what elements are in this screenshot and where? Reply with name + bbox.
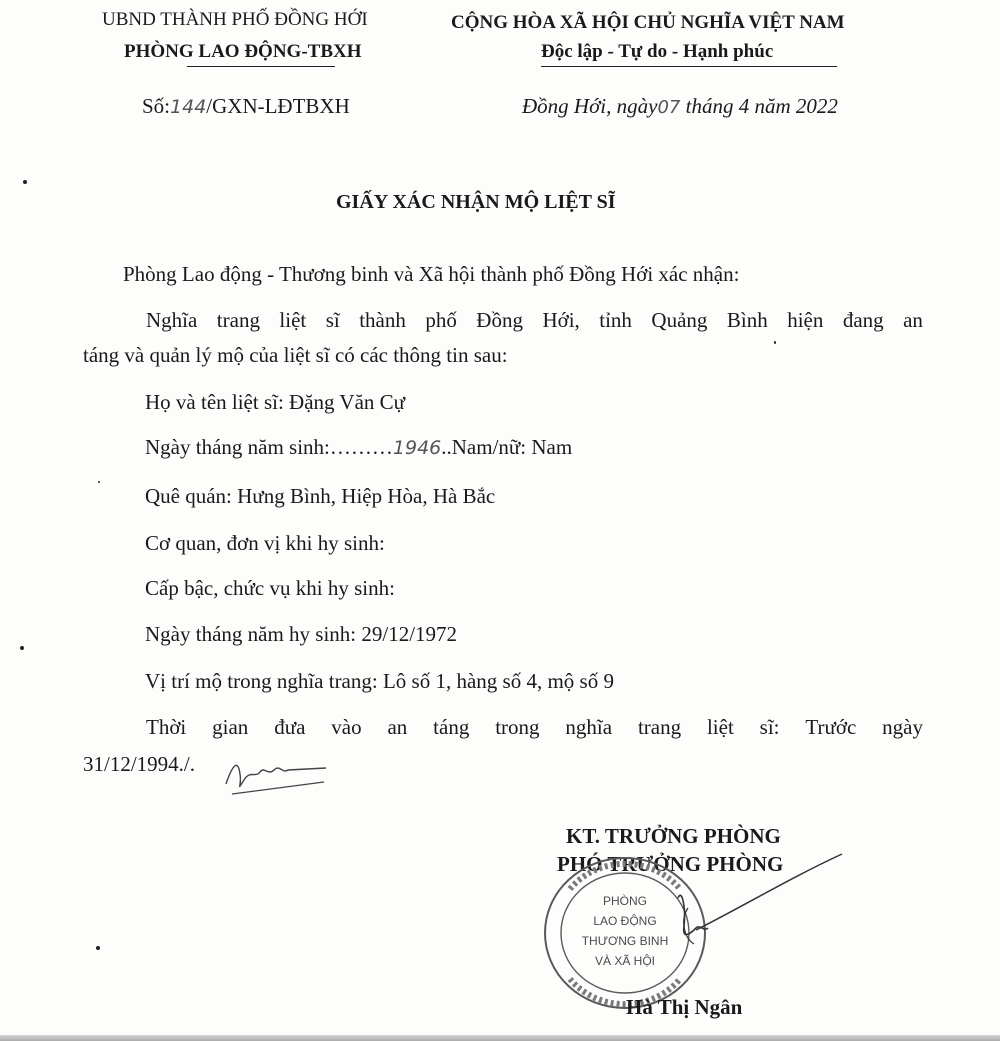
stamp-line-4: VÀ XÃ HỘI xyxy=(594,954,656,968)
burial-word: đưa xyxy=(274,715,306,739)
paragraph-line-1 xyxy=(146,308,923,333)
burial-word: an xyxy=(387,715,408,739)
scan-speck xyxy=(20,646,24,650)
national-motto: Độc lập - Tự do - Hạnh phúc xyxy=(541,41,774,62)
burial-line-1 xyxy=(146,715,923,740)
birth-label: Ngày tháng năm sinh: xyxy=(145,435,330,459)
burial-word: trang xyxy=(637,715,682,739)
scan-bottom-edge xyxy=(0,1035,1000,1041)
signer-name: Hà Thị Ngân xyxy=(626,995,743,1019)
para-word: sĩ xyxy=(325,308,340,332)
para-word: Nghĩa xyxy=(146,308,198,332)
burial-word: ngày xyxy=(882,715,923,739)
scan-speck xyxy=(96,946,100,950)
burial-word: vào xyxy=(331,715,362,739)
birth-year-handwritten: 1946 xyxy=(392,437,442,459)
para-word: hiện xyxy=(787,308,824,332)
unit-at-death: Cơ quan, đơn vị khi hy sinh: xyxy=(145,531,385,555)
stamp-line-2: LAO ĐỘNG xyxy=(593,914,657,928)
intro-line: Phòng Lao động - Thương binh và Xã hội thành phố Đồng Hới xác nhận: xyxy=(123,262,740,286)
burial-word: nghĩa xyxy=(565,715,613,739)
initial-scribble xyxy=(222,748,332,804)
burial-word: Trước xyxy=(805,715,857,739)
birth-dots: ……… xyxy=(329,435,393,459)
para-word: trang xyxy=(216,308,260,332)
burial-word: trong xyxy=(495,715,540,739)
burial-word: Thời xyxy=(146,715,187,739)
motto-underline xyxy=(541,66,837,67)
number-handwritten: 144 xyxy=(170,96,207,118)
martyr-name: Họ và tên liệt sĩ: Đặng Văn Cự xyxy=(145,390,406,414)
date-suffix: tháng 4 năm 2022 xyxy=(685,94,838,118)
para-word: Quảng xyxy=(651,308,708,332)
rank-at-death: Cấp bậc, chức vụ khi hy sinh: xyxy=(145,576,395,600)
date-day-handwritten: 07 xyxy=(657,97,681,118)
birth-and-gender xyxy=(145,435,572,460)
para-word: tỉnh xyxy=(599,308,632,332)
burial-line-2: 31/12/1994./. xyxy=(83,752,196,776)
death-date: Ngày tháng năm hy sinh: 29/12/1972 xyxy=(145,622,458,646)
scan-speck xyxy=(23,180,27,184)
document-number xyxy=(142,94,350,119)
number-prefix: Số: xyxy=(142,94,171,118)
para-word: Hới, xyxy=(542,308,580,332)
nation-title: CỘNG HÒA XÃ HỘI CHỦ NGHĨA VIỆT NAM xyxy=(451,12,845,33)
burial-word: gian xyxy=(212,715,249,739)
office-underline xyxy=(187,66,335,67)
para-word: liệt xyxy=(279,308,307,332)
grave-location: Vị trí mộ trong nghĩa trang: Lô số 1, hàng số 4, mộ số 9 xyxy=(145,669,614,693)
handwritten-signature xyxy=(660,848,850,958)
date-prefix: Đồng Hới, ngày xyxy=(522,94,658,118)
para-word: phố xyxy=(425,308,457,332)
para-word: Đồng xyxy=(476,308,523,332)
burial-word: liệt xyxy=(706,715,734,739)
para-word: Bình xyxy=(726,308,768,332)
paragraph-line-2: táng và quản lý mộ của liệt sĩ có các thông tin sau: xyxy=(83,343,508,367)
stamp-line-1: PHÒNG xyxy=(602,894,648,908)
place-and-date xyxy=(522,94,838,119)
para-word: đang xyxy=(842,308,884,332)
burial-word: táng xyxy=(433,715,470,739)
scan-speck xyxy=(98,481,100,483)
birth-dots-after: .. xyxy=(441,435,452,459)
issuing-office: PHÒNG LAO ĐỘNG-TBXH xyxy=(124,41,362,62)
signature-title-1: KT. TRƯỞNG PHÒNG xyxy=(566,824,781,848)
document-title: GIẤY XÁC NHẬN MỘ LIỆT SĨ xyxy=(336,191,616,213)
gender-value: Nam/nữ: Nam xyxy=(451,435,573,459)
signature-title-2: PHÓ TRƯỞNG PHÒNG xyxy=(557,852,784,876)
stamp-line-3: THƯƠNG BINH xyxy=(581,934,669,948)
scan-speck xyxy=(774,341,776,344)
number-suffix: /GXN-LĐTBXH xyxy=(206,94,350,118)
para-word: thành xyxy=(359,308,406,332)
issuing-authority: UBND THÀNH PHỐ ĐỒNG HỚI xyxy=(102,9,368,30)
hometown: Quê quán: Hưng Bình, Hiệp Hòa, Hà Bắc xyxy=(145,484,496,508)
para-word: an xyxy=(903,308,923,332)
burial-word: sĩ: xyxy=(759,715,780,739)
